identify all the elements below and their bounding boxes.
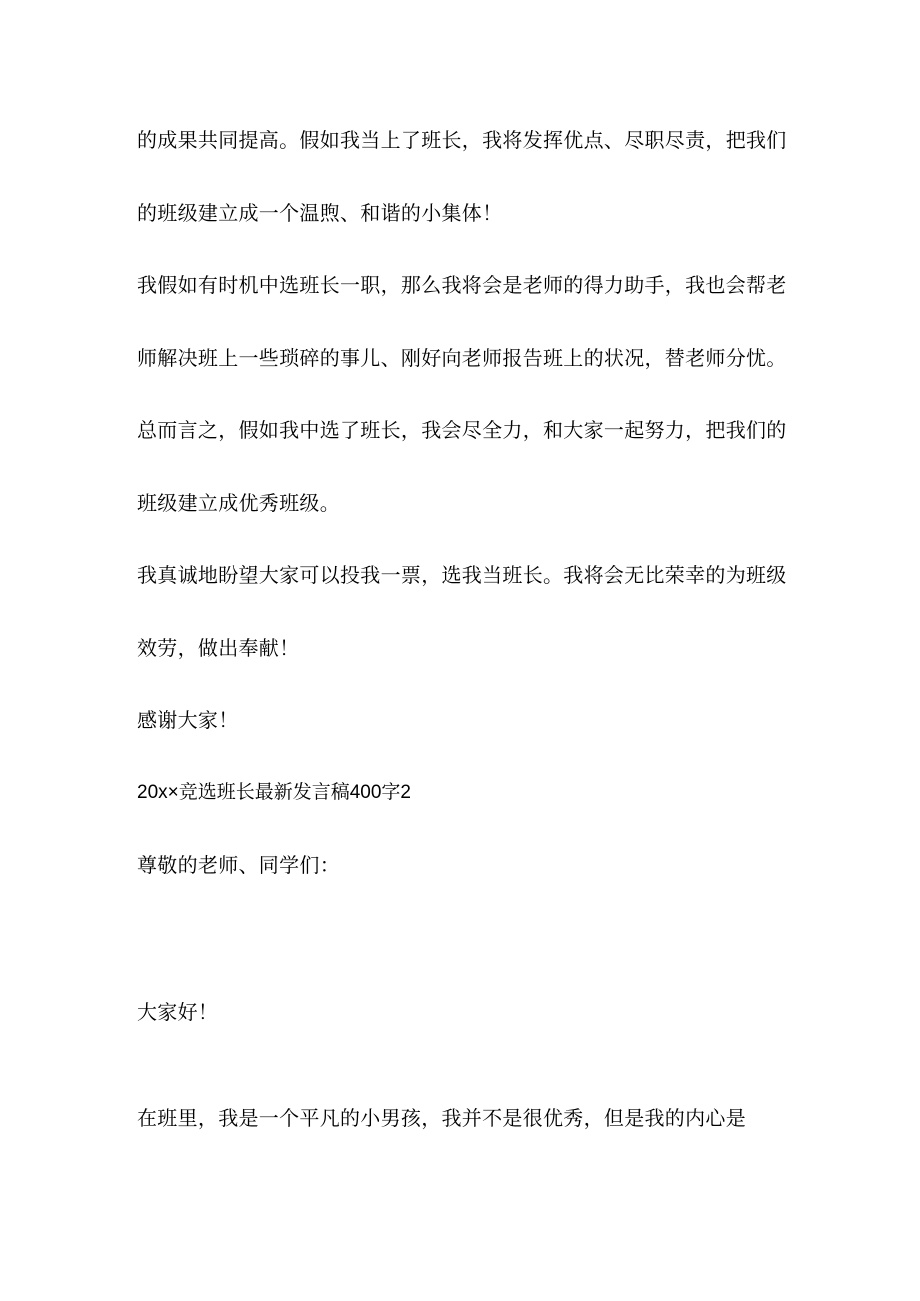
paragraph-line: 的班级建立成一个温煦、和谐的小集体！ xyxy=(137,201,503,225)
paragraph-line: 在班里，我是一个平凡的小男孩，我并不是很优秀，但是我的内心是 xyxy=(137,1106,746,1130)
paragraph-line: 班级建立成优秀班级。 xyxy=(137,491,340,515)
paragraph-line: 的成果共同提高。假如我当上了班长，我将发挥优点、尽职尽责，把我们 xyxy=(137,128,787,152)
paragraph-line: 我假如有时机中选班长一职，那么我将会是老师的得力助手，我也会帮老 xyxy=(137,273,787,297)
thanks-line: 感谢大家！ xyxy=(137,708,239,732)
paragraph-line: 师解决班上一些琐碎的事儿、刚好向老师报告班上的状况，替老师分忧。 xyxy=(137,346,787,370)
paragraph-line: 我真诚地盼望大家可以投我一票，选我当班长。我将会无比荣幸的为班级 xyxy=(137,563,787,587)
greeting-line: 大家好！ xyxy=(137,1000,219,1024)
paragraph-line: 总而言之，假如我中选了班长，我会尽全力，和大家一起努力，把我们的 xyxy=(137,418,787,442)
section-heading: 20x×竞选班长最新发言稿400字2 xyxy=(137,782,411,803)
salutation-line: 尊敬的老师、同学们： xyxy=(137,853,340,877)
paragraph-line: 效劳，做出奉献！ xyxy=(137,636,300,660)
